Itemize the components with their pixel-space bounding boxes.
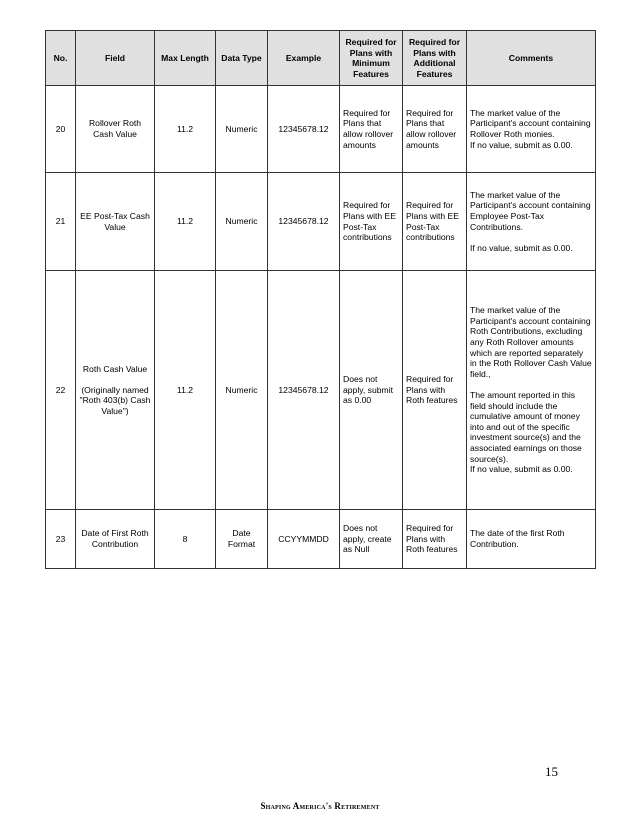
cell-max-length: 11.2 xyxy=(155,173,216,271)
cell-data-type: Numeric xyxy=(216,86,268,173)
cell-example: 12345678.12 xyxy=(268,86,340,173)
field-spec-table xyxy=(45,30,596,569)
cell-example: 12345678.12 xyxy=(268,173,340,271)
header-required-additional: Required for Plans with Additional Features xyxy=(403,31,467,86)
cell-field: Roth Cash Value (Originally named "Roth 403(b) Cash Value") xyxy=(76,271,155,510)
cell-comments: The market value of the Participant's account containing Employee Post-Tax Contributions. If no value, submit as 0.00. xyxy=(467,173,596,271)
cell-required-additional: Required for Plans that allow rollover amounts xyxy=(403,86,467,173)
footer-title: Shaping America's Retirement xyxy=(260,801,380,811)
header-comments: Comments xyxy=(467,31,596,86)
table-row xyxy=(46,86,596,173)
cell-field: EE Post-Tax Cash Value xyxy=(76,173,155,271)
cell-required-minimum: Required for Plans with EE Post-Tax contributions xyxy=(340,173,403,271)
cell-max-length: 11.2 xyxy=(155,86,216,173)
cell-comments: The market value of the Participant's account containing Rollover Roth monies. If no value, submit as 0.00. xyxy=(467,86,596,173)
cell-required-minimum: Does not apply, create as Null xyxy=(340,510,403,569)
cell-field: Date of First Roth Contribution xyxy=(76,510,155,569)
header-field: Field xyxy=(76,31,155,86)
cell-required-minimum: Does not apply, submit as 0.00 xyxy=(340,271,403,510)
cell-no: 20 xyxy=(46,86,76,173)
cell-no: 22 xyxy=(46,271,76,510)
cell-no: 23 xyxy=(46,510,76,569)
cell-data-type: Date Format xyxy=(216,510,268,569)
cell-example: CCYYMMDD xyxy=(268,510,340,569)
table-row xyxy=(46,271,596,510)
header-max-length: Max Length xyxy=(155,31,216,86)
header-no: No. xyxy=(46,31,76,86)
header-example: Example xyxy=(268,31,340,86)
table-row xyxy=(46,510,596,569)
cell-required-minimum: Required for Plans that allow rollover amounts xyxy=(340,86,403,173)
header-data-type: Data Type xyxy=(216,31,268,86)
cell-comments: The market value of the Participant's account containing Roth Contributions, excluding any Roth Rollover amounts which are reported separately in the Roth Rollover Cash Value field., The amount reported in this field should include the cumulative amount of money into and out of the specific investment source(s) and the associated earnings on those source(s). If no value, submit as 0.00. xyxy=(467,271,596,510)
header-required-minimum: Required for Plans with Minimum Features xyxy=(340,31,403,86)
cell-data-type: Numeric xyxy=(216,271,268,510)
cell-max-length: 11.2 xyxy=(155,271,216,510)
page-number: 15 xyxy=(545,764,558,779)
cell-max-length: 8 xyxy=(155,510,216,569)
cell-required-additional: Required for Plans with EE Post-Tax contributions xyxy=(403,173,467,271)
cell-example: 12345678.12 xyxy=(268,271,340,510)
cell-data-type: Numeric xyxy=(216,173,268,271)
table-row xyxy=(46,173,596,271)
cell-comments: The date of the first Roth Contribution. xyxy=(467,510,596,569)
cell-field: Rollover Roth Cash Value xyxy=(76,86,155,173)
table-header-row xyxy=(46,31,596,86)
cell-required-additional: Required for Plans with Roth features xyxy=(403,510,467,569)
cell-no: 21 xyxy=(46,173,76,271)
cell-required-additional: Required for Plans with Roth features xyxy=(403,271,467,510)
